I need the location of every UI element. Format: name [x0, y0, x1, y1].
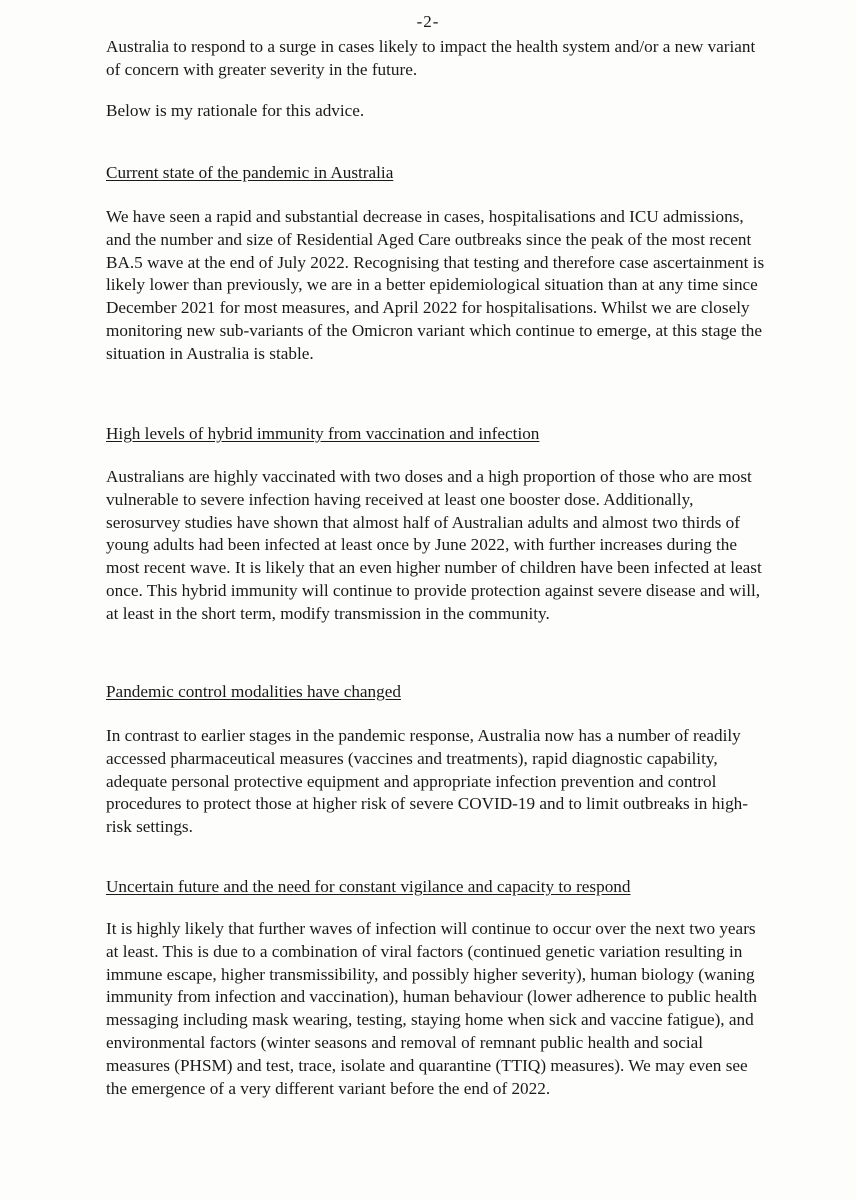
section-heading-uncertain-future: Uncertain future and the need for constant vigilance and capacity to respond [106, 877, 631, 896]
page-number: -2- [416, 12, 440, 31]
section-heading-hybrid-immunity: High levels of hybrid immunity from vaccination and infection [106, 424, 540, 443]
rationale-paragraph: Below is my rationale for this advice. [106, 101, 365, 120]
section-heading-current-state: Current state of the pandemic in Australia [106, 163, 394, 182]
section-heading-control-modalities: Pandemic control modalities have changed [106, 682, 401, 701]
section-body-control-modalities: In contrast to earlier stages in the pandemic response, Australia now has a number of readily accessed pharmaceutical measures (vaccines and treatments), rapid diagnostic capability, adequate personal protective equipment and appropriate infection prevention and control procedures to protect those at higher risk of severe COVID-19 and to limit outbreaks in high-risk settings. [106, 726, 748, 837]
intro-continuation-paragraph: Australia to respond to a surge in cases likely to impact the health system and/or a new variant of concern with greater severity in the future. [106, 37, 756, 79]
section-body-current-state: We have seen a rapid and substantial decrease in cases, hospitalisations and ICU admissions, and the number and size of Residential Aged Care outbreaks since the peak of the most recent BA.5 wave at the end of July 2022. Recognising that testing and therefore case ascertainment is likely lower than previously, we are in a better epidemiological situation than at any time since December 2021 for most measures, and April 2022 for hospitalisations. Whilst we are closely monitoring new sub-variants of the Omicron variant which continue to emerge, at this stage the situation in Australia is stable. [106, 207, 765, 363]
section-body-hybrid-immunity: Australians are highly vaccinated with two doses and a high proportion of those who are most vulnerable to severe infection having received at least one booster dose. Additionally, serosurvey studies have shown that almost half of Australian adults and almost two thirds of young adults had been infected at least once by June 2022, with further increases during the most recent wave. It is likely that an even higher number of children have been infected at least once. This hybrid immunity will continue to provide protection against severe disease and will, at least in the short term, modify transmission in the community. [106, 467, 762, 623]
section-body-uncertain-future: It is highly likely that further waves of infection will continue to occur over the next two years at least. This is due to a combination of viral factors (continued genetic variation resulting in immune escape, higher transmissibility, and possibly higher severity), human biology (waning immunity from infection and vaccination), human behaviour (lower adherence to public health messaging including mask wearing, testing, staying home when sick and vaccine fatigue), and environmental factors (winter seasons and removal of remnant public health and social measures (PHSM) and test, trace, isolate and quarantine (TTIQ) measures). We may even see the emergence of a very different variant before the end of 2022. [106, 919, 757, 1098]
